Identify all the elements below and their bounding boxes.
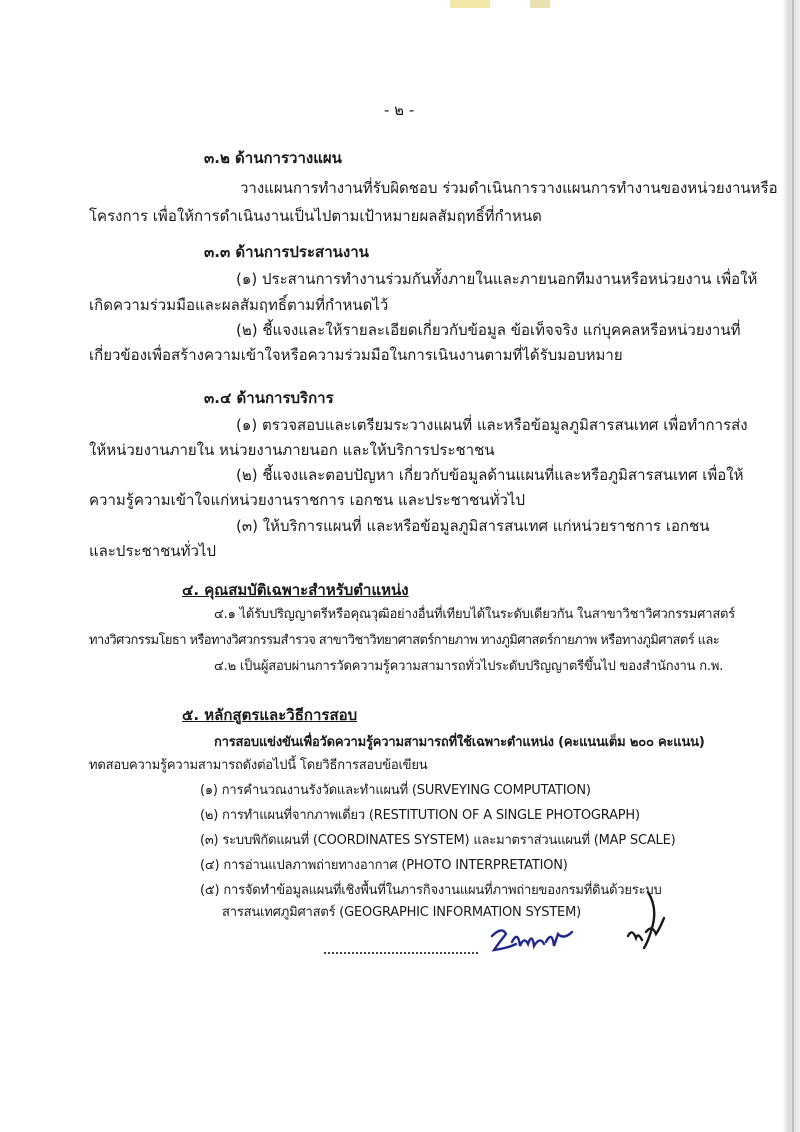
signature-initials-2 <box>618 888 674 952</box>
section-heading-3-4: ๓.๔ ด้านการบริการ <box>204 389 334 407</box>
paragraph-line: ทดสอบความรู้ความสามารถดังต่อไปนี้ โดยวิธีการสอบข้อเขียน <box>89 758 428 773</box>
section-heading-3-3: ๓.๓ ด้านการประสานงาน <box>204 243 369 261</box>
exam-item: สารสนเทศภูมิศาสตร์ (GEOGRAPHIC INFORMATION SYSTEM) <box>222 905 581 920</box>
sub-heading: การสอบแข่งขันเพื่อวัดความรู้ความสามารถที่ใช้เฉพาะตำแหน่ง (คะแนนเต็ม ๒๐๐ คะแนน) <box>214 735 705 750</box>
section-heading-3-2: ๓.๒ ด้านการวางแผน <box>204 149 342 167</box>
list-item: ความรู้ความเข้าใจแก่หน่วยงานราชการ เอกชน และประชาชนทั่วไป <box>89 491 525 509</box>
paragraph-line: วางแผนการทำงานที่รับผิดชอบ ร่วมดำเนินการวางแผนการทำงานของหน่วยงานหรือ <box>240 179 778 197</box>
scan-edge-line <box>792 0 794 1132</box>
scan-mark <box>530 0 550 8</box>
scan-mark <box>450 0 490 8</box>
page-number: - ๒ - <box>384 101 415 119</box>
exam-item: (๒) การทำแผนที่จากภาพเดี่ยว (RESTITUTION OF A SINGLE PHOTOGRAPH) <box>200 808 640 823</box>
list-item: (๒) ชี้แจงและให้รายละเอียดเกี่ยวกับข้อมูล ข้อเท็จจริง แก่บุคคลหรือหน่วยงานที่ <box>236 321 741 339</box>
list-item: (๑) ประสานการทำงานร่วมกันทั้งภายในและภายนอกทีมงานหรือหน่วยงาน เพื่อให้ <box>236 270 758 288</box>
list-item: ทางวิศวกรรมโยธา หรือทางวิศวกรรมสำรวจ สาขาวิชาวิทยาศาสตร์กายภาพ ทางภูมิศาสตร์กายภาพ หรือทางภูมิศาสตร์ และ <box>89 633 720 648</box>
list-item: (๒) ชี้แจงและตอบปัญหา เกี่ยวกับข้อมูลด้านแผนที่และหรือภูมิสารสนเทศ เพื่อให้ <box>236 466 744 484</box>
exam-item: (๑) การคำนวณงานรังวัดและทำแผนที่ (SURVEYING COMPUTATION) <box>200 783 591 798</box>
exam-item: (๕) การจัดทำข้อมูลแผนที่เชิงพื้นที่ในภารกิจงานแผนที่ภาพถ่ายของกรมที่ดินด้วยระบบ <box>200 883 662 898</box>
list-item: และประชาชนทั่วไป <box>89 542 216 560</box>
exam-item: (๓) ระบบพิกัดแผนที่ (COORDINATES SYSTEM) และมาตราส่วนแผนที่ (MAP SCALE) <box>200 833 676 848</box>
list-item: เกิดความร่วมมือและผลสัมฤทธิ์ตามที่กำหนดไว้ <box>89 296 389 314</box>
list-item: ๔.๑ ได้รับปริญญาตรีหรือคุณวุฒิอย่างอื่นที่เทียบได้ในระดับเดียวกัน ในสาขาวิชาวิศวกรรมศาสตร์ <box>214 607 736 622</box>
section-heading-5: ๕. หลักสูตรและวิธีการสอบ <box>182 706 358 724</box>
paragraph-line: โครงการ เพื่อให้การดำเนินงานเป็นไปตามเป้าหมายผลสัมฤทธิ์ที่กำหนด <box>89 207 542 225</box>
list-item: ให้หน่วยงานภายใน หน่วยงานภายนอก และให้บริการประชาชน <box>89 441 495 459</box>
signature-initials-1 <box>488 922 578 958</box>
exam-item: (๔) การอ่านแปลภาพถ่ายทางอากาศ (PHOTO INTERPRETATION) <box>200 858 568 873</box>
list-item: (๓) ให้บริการแผนที่ และหรือข้อมูลภูมิสารสนเทศ แก่หน่วยราชการ เอกชน <box>236 517 710 535</box>
signature-dotted-line <box>324 952 478 954</box>
section-heading-4: ๔. คุณสมบัติเฉพาะสำหรับตำแหน่ง <box>182 581 409 599</box>
scan-edge <box>782 0 800 1132</box>
list-item: (๑) ตรวจสอบและเตรียมระวางแผนที่ และหรือข้อมูลภูมิสารสนเทศ เพื่อทำการส่ง <box>236 416 748 434</box>
list-item: ๔.๒ เป็นผู้สอบผ่านการวัดความรู้ความสามารถทั่วไประดับปริญญาตรีขึ้นไป ของสำนักงาน ก.พ. <box>214 659 724 674</box>
list-item: เกี่ยวข้องเพื่อสร้างความเข้าใจหรือความร่วมมือในการเนินงานตามที่ได้รับมอบหมาย <box>89 346 623 364</box>
